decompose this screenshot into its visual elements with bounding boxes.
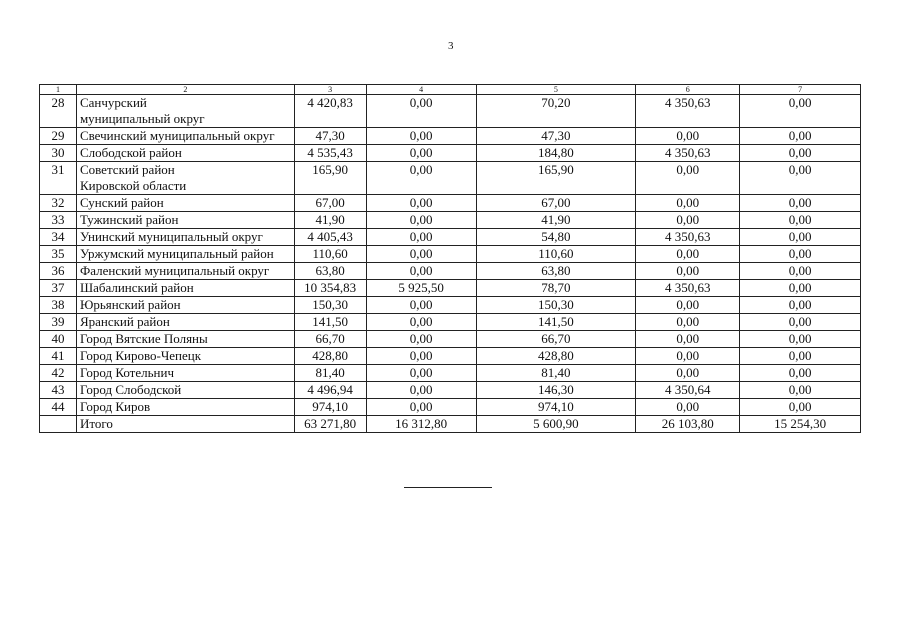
amount-cell: 4 350,63	[636, 95, 740, 128]
table-body	[40, 85, 861, 433]
amount-cell: 0,00	[636, 348, 740, 365]
end-of-document-rule	[404, 487, 492, 488]
municipality-name-line: Унинский муниципальный округ	[79, 229, 263, 244]
municipality-name-line: муниципальный округ	[79, 111, 205, 126]
municipality-name-line: Город Котельнич	[79, 365, 174, 380]
amount-cell: 81,40	[476, 365, 636, 382]
amount-cell: 0,00	[740, 280, 861, 297]
municipality-name-line: Фаленский муниципальный округ	[79, 263, 270, 278]
table-row	[40, 331, 861, 348]
column-number: 6	[636, 85, 740, 95]
amount-cell: 63,80	[476, 263, 636, 280]
amount-cell: 0,00	[740, 162, 861, 195]
amount-cell: 0,00	[366, 195, 476, 212]
amount-cell: 0,00	[366, 162, 476, 195]
amount-cell: 47,30	[294, 128, 366, 145]
column-number: 2	[76, 85, 294, 95]
amount-cell: 4 350,63	[636, 145, 740, 162]
table-row	[40, 263, 861, 280]
amount-cell: 974,10	[294, 399, 366, 416]
amount-cell: 0,00	[366, 212, 476, 229]
municipality-name	[76, 365, 294, 382]
amount-cell: 63,80	[294, 263, 366, 280]
total-amount-cell: 26 103,80	[636, 416, 740, 433]
table-row	[40, 348, 861, 365]
amount-cell: 184,80	[476, 145, 636, 162]
municipality-name-line: Сунский район	[79, 195, 164, 210]
amount-cell: 0,00	[636, 246, 740, 263]
municipality-name	[76, 297, 294, 314]
table-row	[40, 128, 861, 145]
municipality-name-line: Санчурский	[79, 95, 147, 110]
row-number: 43	[40, 382, 77, 399]
amount-cell: 165,90	[476, 162, 636, 195]
row-number: 40	[40, 331, 77, 348]
amount-cell: 141,50	[476, 314, 636, 331]
column-number: 4	[366, 85, 476, 95]
amount-cell: 0,00	[366, 382, 476, 399]
total-amount-cell: 15 254,30	[740, 416, 861, 433]
row-number: 38	[40, 297, 77, 314]
row-number: 39	[40, 314, 77, 331]
amount-cell: 66,70	[476, 331, 636, 348]
municipality-name	[76, 95, 294, 128]
amount-cell: 0,00	[636, 365, 740, 382]
amount-cell: 0,00	[366, 246, 476, 263]
amount-cell: 0,00	[636, 263, 740, 280]
amount-cell: 54,80	[476, 229, 636, 246]
amount-cell: 0,00	[740, 297, 861, 314]
amount-cell: 67,00	[476, 195, 636, 212]
amount-cell: 146,30	[476, 382, 636, 399]
amount-cell: 0,00	[366, 229, 476, 246]
page-number: 3	[448, 40, 454, 52]
municipality-name-line: Город Вятские Поляны	[79, 331, 208, 346]
amount-cell: 0,00	[740, 195, 861, 212]
amount-cell: 0,00	[366, 263, 476, 280]
amount-cell: 67,00	[294, 195, 366, 212]
municipality-name	[76, 348, 294, 365]
amount-cell: 0,00	[636, 314, 740, 331]
amount-cell: 0,00	[740, 246, 861, 263]
municipality-name-line: Юрьянский район	[79, 297, 181, 312]
table-row	[40, 145, 861, 162]
amount-cell: 974,10	[476, 399, 636, 416]
amount-cell: 0,00	[366, 331, 476, 348]
amount-cell: 41,90	[294, 212, 366, 229]
municipality-name-line: Город Слободской	[79, 382, 182, 397]
row-number: 34	[40, 229, 77, 246]
municipality-name	[76, 195, 294, 212]
amount-cell: 0,00	[366, 297, 476, 314]
amount-cell: 165,90	[294, 162, 366, 195]
municipality-name	[76, 331, 294, 348]
amount-cell: 141,50	[294, 314, 366, 331]
amount-cell: 4 350,63	[636, 280, 740, 297]
amount-cell: 0,00	[366, 365, 476, 382]
amount-cell: 4 350,64	[636, 382, 740, 399]
municipality-name-line: Шабалинский район	[79, 280, 194, 295]
municipality-name-line: Слободской район	[79, 145, 182, 160]
amount-cell: 0,00	[636, 128, 740, 145]
table-row	[40, 365, 861, 382]
amount-cell: 81,40	[294, 365, 366, 382]
row-number: 41	[40, 348, 77, 365]
amount-cell: 4 350,63	[636, 229, 740, 246]
amount-cell: 66,70	[294, 331, 366, 348]
table-row	[40, 229, 861, 246]
municipality-name	[76, 162, 294, 195]
municipality-name-line: Уржумский муниципальный район	[79, 246, 274, 261]
amount-cell: 0,00	[636, 212, 740, 229]
table-row	[40, 280, 861, 297]
total-label: Итого	[76, 416, 294, 433]
amount-cell: 5 925,50	[366, 280, 476, 297]
amount-cell: 110,60	[476, 246, 636, 263]
table-row	[40, 246, 861, 263]
amount-cell: 0,00	[740, 263, 861, 280]
amount-cell: 4 420,83	[294, 95, 366, 128]
data-table	[39, 84, 861, 433]
row-number: 33	[40, 212, 77, 229]
amount-cell: 0,00	[740, 95, 861, 128]
amount-cell: 0,00	[636, 331, 740, 348]
amount-cell: 41,90	[476, 212, 636, 229]
amount-cell: 0,00	[740, 229, 861, 246]
municipality-name-line: Советский район	[79, 162, 175, 177]
municipality-name	[76, 382, 294, 399]
amount-cell: 4 405,43	[294, 229, 366, 246]
amount-cell: 0,00	[740, 314, 861, 331]
amount-cell: 150,30	[476, 297, 636, 314]
amount-cell: 0,00	[366, 128, 476, 145]
table-row	[40, 399, 861, 416]
municipality-name	[76, 246, 294, 263]
table-row	[40, 95, 861, 128]
amount-cell: 0,00	[740, 128, 861, 145]
municipality-name	[76, 229, 294, 246]
row-number: 30	[40, 145, 77, 162]
table-row	[40, 297, 861, 314]
amount-cell: 0,00	[740, 212, 861, 229]
column-number-row	[40, 85, 861, 95]
amount-cell: 0,00	[636, 162, 740, 195]
amount-cell: 0,00	[366, 95, 476, 128]
column-number: 1	[40, 85, 77, 95]
municipality-name-line: Кировской области	[79, 178, 187, 193]
empty-cell	[40, 416, 77, 433]
column-number: 3	[294, 85, 366, 95]
amount-cell: 0,00	[740, 365, 861, 382]
row-number: 32	[40, 195, 77, 212]
amount-cell: 10 354,83	[294, 280, 366, 297]
row-number: 44	[40, 399, 77, 416]
municipality-name	[76, 212, 294, 229]
municipality-name	[76, 128, 294, 145]
amount-cell: 0,00	[740, 331, 861, 348]
amount-cell: 47,30	[476, 128, 636, 145]
row-number: 42	[40, 365, 77, 382]
amount-cell: 0,00	[636, 297, 740, 314]
municipality-name-line: Свечинский муниципальный округ	[79, 128, 275, 143]
amount-cell: 0,00	[740, 382, 861, 399]
table-row	[40, 195, 861, 212]
table-row	[40, 382, 861, 399]
total-amount-cell: 63 271,80	[294, 416, 366, 433]
amount-cell: 4 496,94	[294, 382, 366, 399]
table-row	[40, 314, 861, 331]
municipality-name	[76, 280, 294, 297]
amount-cell: 70,20	[476, 95, 636, 128]
row-number: 28	[40, 95, 77, 128]
amount-cell: 0,00	[740, 348, 861, 365]
amount-cell: 110,60	[294, 246, 366, 263]
municipality-name	[76, 399, 294, 416]
municipality-name-line: Яранский район	[79, 314, 170, 329]
municipality-name	[76, 263, 294, 280]
table-row	[40, 212, 861, 229]
amount-cell: 0,00	[366, 348, 476, 365]
amount-cell: 0,00	[740, 145, 861, 162]
amount-cell: 0,00	[366, 314, 476, 331]
amount-cell: 150,30	[294, 297, 366, 314]
row-number: 35	[40, 246, 77, 263]
amount-cell: 0,00	[636, 195, 740, 212]
row-number: 29	[40, 128, 77, 145]
row-number: 31	[40, 162, 77, 195]
total-amount-cell: 5 600,90	[476, 416, 636, 433]
municipality-name-line: Город Киров	[79, 399, 151, 414]
amount-cell: 0,00	[366, 399, 476, 416]
municipality-name-line: Тужинский район	[79, 212, 179, 227]
amount-cell: 4 535,43	[294, 145, 366, 162]
amount-cell: 0,00	[636, 399, 740, 416]
amount-cell: 0,00	[366, 145, 476, 162]
row-number: 37	[40, 280, 77, 297]
municipality-name	[76, 145, 294, 162]
municipality-name-line: Город Кирово-Чепецк	[79, 348, 202, 363]
column-number: 7	[740, 85, 861, 95]
row-number: 36	[40, 263, 77, 280]
total-row	[40, 416, 861, 433]
total-amount-cell: 16 312,80	[366, 416, 476, 433]
table-row	[40, 162, 861, 195]
amount-cell: 0,00	[740, 399, 861, 416]
amount-cell: 78,70	[476, 280, 636, 297]
amount-cell: 428,80	[476, 348, 636, 365]
column-number: 5	[476, 85, 636, 95]
municipality-name	[76, 314, 294, 331]
amount-cell: 428,80	[294, 348, 366, 365]
